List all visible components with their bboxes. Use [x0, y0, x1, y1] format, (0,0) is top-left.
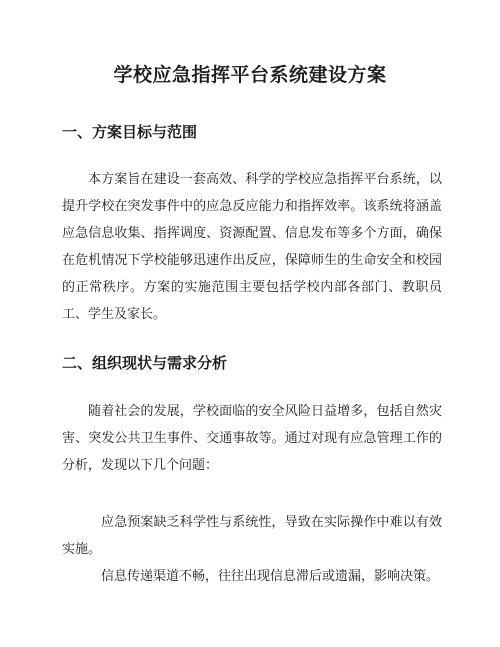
section-paragraph-goals: 本方案旨在建设一套高效、科学的学校应急指挥平台系统，以提升学校在突发事件中的应急反应能力和指挥效率。该系统将涵盖应急信息收集、指挥调度、资源配置、信息发布等多个方面，确保在危机情况下学校能够迅速作出反应，保障师生的生命安全和校园的正常秩序。方案的实施范围主要包括学校内部各部门、教职员工、学生及家长。: [62, 172, 442, 322]
problem-item-2: 信息传递渠道不畅，往往出现信息滞后或遗漏，影响决策。: [101, 569, 440, 584]
section-heading-goals: 一、方案目标与范围: [62, 123, 198, 141]
section-paragraph-analysis: 随着社会的发展，学校面临的安全风险日益增多，包括自然灾害、突发公共卫生事件、交通事故等。通过对现有应急管理工作的分析，发现以下几个问题：: [62, 404, 442, 473]
section-heading-analysis: 二、组织现状与需求分析: [62, 354, 228, 372]
document-title: 学校应急指挥平台系统建设方案: [113, 64, 387, 86]
problem-item-1: 应急预案缺乏科学性与系统性，导致在实际操作中难以有效实施。: [62, 515, 442, 557]
